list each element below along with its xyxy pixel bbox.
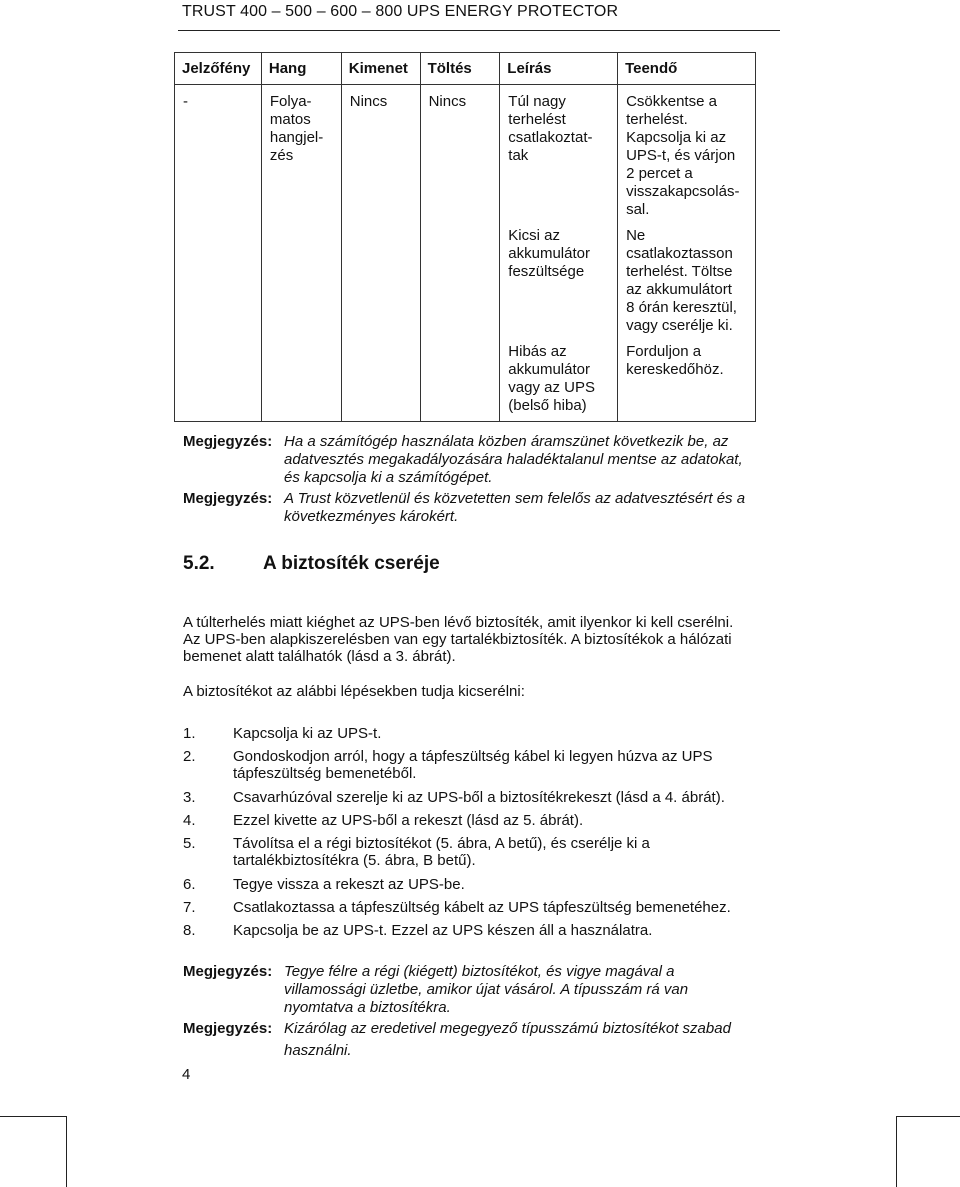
step-text: Gondoskodjon arról, hogy a tápfeszültség kábel ki legyen húzva az UPS tápfeszültség bemenetéből. [233, 748, 713, 782]
step-number: 1. [183, 725, 196, 742]
steps-intro-paragraph: A biztosítékot az alábbi lépésekben tudja kicserélni: [183, 683, 525, 700]
cell-charging: Nincs [420, 85, 500, 422]
cell-description: Túl nagy terhelést csatlakoztat- tak [500, 85, 618, 220]
col-header-charging: Töltés [420, 53, 500, 85]
page-number: 4 [182, 1066, 191, 1083]
note-label: Megjegyzés: [183, 1020, 273, 1037]
step-number: 8. [183, 922, 196, 939]
list-item [183, 899, 773, 916]
note-text: Ha a számítógép használata közben áramszünet következik be, az adatvesztés megakadályozására haladéktalanul mentse az adatokat, és kapcsolja ki a számítógépet. [284, 433, 743, 486]
note-label: Megjegyzés: [183, 433, 273, 450]
step-number: 2. [183, 748, 196, 765]
step-number: 4. [183, 812, 196, 829]
section-title: A biztosíték cseréje [263, 553, 440, 574]
step-text: Csavarhúzóval szerelje ki az UPS-ből a biztosítékrekeszt (lásd a 4. ábrát). [233, 789, 725, 806]
crop-mark-right [896, 1116, 960, 1187]
fuse-intro-paragraph: A túlterhelés miatt kiéghet az UPS-ben lévő biztosíték, amit ilyenkor ki kell cserélni. Az UPS-ben alapkiszerelésben van egy tartalékbiztosíték. A biztosítékok a hálózati bemenet alatt találhatók (lásd a 3. ábrát). [183, 614, 734, 665]
note-text: Kizárólag az eredetivel megegyező típusszámú biztosítékot szabad használni. [284, 1020, 731, 1059]
step-number: 5. [183, 835, 196, 852]
cell-description: Kicsi az akkumulátor feszültsége [500, 219, 618, 335]
step-text: Kapcsolja be az UPS-t. Ezzel az UPS készen áll a használatra. [233, 922, 653, 939]
step-text: Csatlakoztassa a tápfeszültség kábelt az UPS tápfeszültség bemenetéhez. [233, 899, 731, 916]
step-number: 7. [183, 899, 196, 916]
cell-indicator: - [175, 85, 262, 422]
col-header-indicator: Jelzőfény [175, 53, 262, 85]
col-header-sound: Hang [261, 53, 341, 85]
cell-action: Csökkentse a terhelést. Kapcsolja ki az UPS-t, és várjon 2 percet a visszakapcsolás- sal. [618, 85, 756, 220]
cell-output: Nincs [341, 85, 420, 422]
note-old-fuse [183, 963, 763, 1017]
note-text: Tegye félre a régi (kiégett) biztosítékot, és vigye magával a villamossági üzletbe, amikor újat vásárol. A típusszám rá van nyomtatva a biztosítékra. [284, 963, 689, 1016]
col-header-output: Kimenet [341, 53, 420, 85]
step-number: 3. [183, 789, 196, 806]
note-text: A Trust közvetlenül és közvetetten sem felelős az adatvesztésért és a következményes károkért. [284, 490, 746, 525]
note-power-failure [183, 433, 763, 487]
crop-mark-left [0, 1116, 67, 1187]
list-item [183, 789, 773, 806]
cell-action: Ne csatlakoztasson terhelést. Töltse az akkumulátort 8 órán keresztül, vagy cserélje ki. [618, 219, 756, 335]
cell-sound: Folya- matos hangjel- zés [261, 85, 341, 422]
header-divider [178, 30, 780, 31]
running-header: TRUST 400 – 500 – 600 – 800 UPS ENERGY PROTECTOR [182, 3, 619, 20]
list-item [183, 812, 773, 829]
note-label: Megjegyzés: [183, 963, 273, 980]
list-item [183, 748, 773, 782]
list-item [183, 725, 773, 742]
note-liability [183, 490, 763, 526]
table-header-row [175, 53, 756, 85]
note-label: Megjegyzés: [183, 490, 273, 507]
step-text: Kapcsolja ki az UPS-t. [233, 725, 382, 742]
table-row [175, 85, 756, 220]
step-text: Ezzel kivette az UPS-ből a rekeszt (lásd az 5. ábrát). [233, 812, 584, 829]
list-item [183, 835, 773, 869]
col-header-description: Leírás [500, 53, 618, 85]
cell-description: Hibás az akkumulátor vagy az UPS (belső hiba) [500, 335, 618, 422]
step-number: 6. [183, 876, 196, 893]
step-text: Távolítsa el a régi biztosítékot (5. ábra, A betű), és cserélje ki a tartalékbiztosítékra (5. ábra, B betű). [233, 835, 650, 869]
note-original-fuse [183, 1018, 763, 1062]
cell-action: Forduljon a kereskedőhöz. [618, 335, 756, 422]
list-item [183, 876, 773, 893]
section-number: 5.2. [183, 553, 215, 574]
col-header-action: Teendő [618, 53, 756, 85]
step-text: Tegye vissza a rekeszt az UPS-be. [233, 876, 465, 893]
list-item [183, 922, 773, 939]
ups-status-table [174, 52, 756, 422]
